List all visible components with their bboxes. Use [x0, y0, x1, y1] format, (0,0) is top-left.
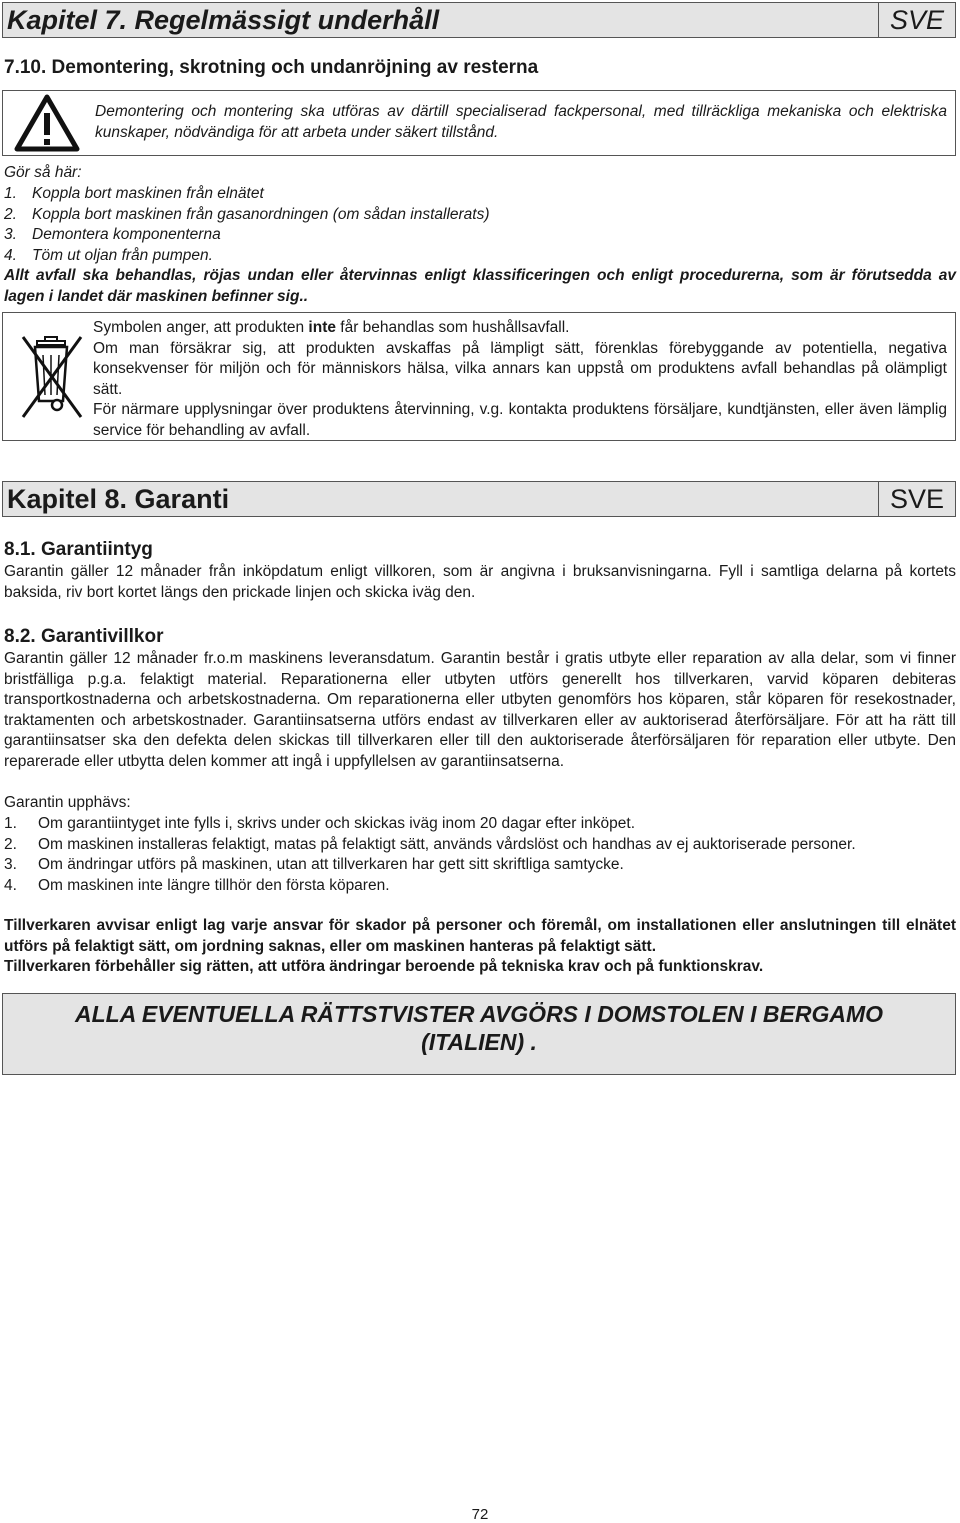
section-8-2-title: 8.2. Garantivillkor — [4, 626, 164, 647]
language-badge: SVE — [878, 3, 955, 37]
warning-box — [2, 90, 956, 156]
void-list — [4, 814, 956, 896]
list-item: 4. Om maskinen inte längre tillhör den första köparen. — [4, 876, 390, 894]
page-number: 72 — [471, 1506, 489, 1523]
list-item: 3. Om ändringar utförs på maskinen, utan att tillverkaren har gett sitt skriftliga samtycke. — [4, 856, 624, 873]
liability-text: Tillverkaren avvisar enligt lag varje ansvar för skador på personer och föremål, om installationen eller anslutningen till elnätet utförs på felaktigt sätt, om jordning saknas, eller om maskinen hanteras på felaktigt sätt. — [4, 917, 956, 955]
chapter-7-title: Kapitel 7. Regelmässigt underhåll — [7, 5, 440, 35]
list-item: 1. Koppla bort maskinen från elnätet — [4, 185, 264, 202]
list-item: 1. Om garantiintyget inte fylls i, skrivs under och skickas iväg inom 20 dagar efter inköpet. — [4, 815, 636, 832]
steps-heading: Gör så här: — [4, 164, 82, 181]
weee-paragraph-1: Symbolen anger, att produkten inte får behandlas som hushållsavfall. — [93, 319, 570, 336]
section-7-10-title: 7.10. Demontering, skrotning och undanröjning av resterna — [4, 57, 539, 78]
reservation-text: Tillverkaren förbehåller sig rätten, att utföra ändringar beroende på tekniska krav och på funktionskrav. — [4, 958, 764, 975]
warning-triangle-icon — [13, 93, 81, 153]
waste-note: Allt avfall ska behandlas, röjas undan eller återvinnas enligt klassificeringen och enligt procedurerna, som är förutsedda av lagen i landet där maskinen befinner sig.. — [4, 267, 956, 305]
steps-list — [4, 184, 904, 266]
weee-paragraph-3: För närmare upplysningar över produktens återvinning, v.g. kontakta produktens försäljare, kundtjänsten, eller även lämplig service för behandling av avfall. — [93, 401, 947, 439]
chapter-8-title: Kapitel 8. Garanti — [7, 484, 230, 514]
section-8-1-text: Garantin gäller 12 månader från inköpdatum enligt villkoren, som är angivna i bruksanvisningarna. Fyll i samtliga delarna på kortets baksida, riv bort kortet längs den prickade linjen och skicka iväg den. — [4, 563, 956, 601]
list-item: 3. Demontera komponenterna — [4, 226, 221, 243]
jurisdiction-text: ALLA EVENTUELLA RÄTTSTVISTER AVGÖRS I DOMSTOLEN I BERGAMO (ITALIEN) . — [75, 1001, 883, 1055]
jurisdiction-box — [2, 993, 956, 1075]
language-badge: SVE — [878, 482, 955, 516]
list-item: 2. Om maskinen installeras felaktigt, matas på felaktigt sätt, används vårdslöst och handhas av ej auktoriserade personer. — [4, 835, 856, 853]
crossed-bin-icon — [21, 331, 83, 423]
section-8-1-title: 8.1. Garantiintyg — [4, 539, 153, 560]
weee-text — [93, 318, 947, 441]
chapter-7-header — [2, 2, 956, 38]
weee-box — [2, 312, 956, 441]
chapter-8-header — [2, 481, 956, 517]
weee-paragraph-2: Om man försäkrar sig, att produkten avskaffas på lämpligt sätt, förenklas förebyggande av potentiella, negativa konsekvenser för miljön och för människors hälsa, vilka annars kan uppstå om produktens avfall behandlas på olämpligt sätt. — [93, 339, 947, 398]
list-item: 4. Töm ut oljan från pumpen. — [4, 246, 213, 264]
warning-text: Demontering och montering ska utföras av därtill specialiserad fackpersonal, med tillräckliga mekaniska och elektriska kunskaper, nödvändiga för att arbeta under säkert tillstånd. — [95, 103, 947, 141]
list-item: 2. Koppla bort maskinen från gasanordningen (om sådan installerats) — [4, 205, 490, 223]
void-heading: Garantin upphävs: — [4, 794, 131, 811]
section-8-2-text: Garantin gäller 12 månader fr.o.m maskinens leveransdatum. Garantin består i gratis utbyte eller reparation av alla delar, som vi finner bristfälliga p.g.a. felaktigt material. Reparationerna eller utbyten utförs generellt hos tillverkaren, varvid köparen debiteras transportkostnaderna och arbetskostnaderna. Om reparationerna eller utbyten genomförs hos köparen, står köparen för resekostnader, traktamenten och arbetskostnader. Garantiinsatserna utförs endast av tillverkaren eller av auktoriserad återförsäljare. För att ha rätt till garantiinsatser ska den defekta delen skickas till tillverkaren eller till den auktoriserade återförsäljaren för reparation eller utbyte. Den reparerade eller utbytta delen kommer att ingå i uppfyllelsen av garantiinsatserna. — [4, 650, 956, 770]
